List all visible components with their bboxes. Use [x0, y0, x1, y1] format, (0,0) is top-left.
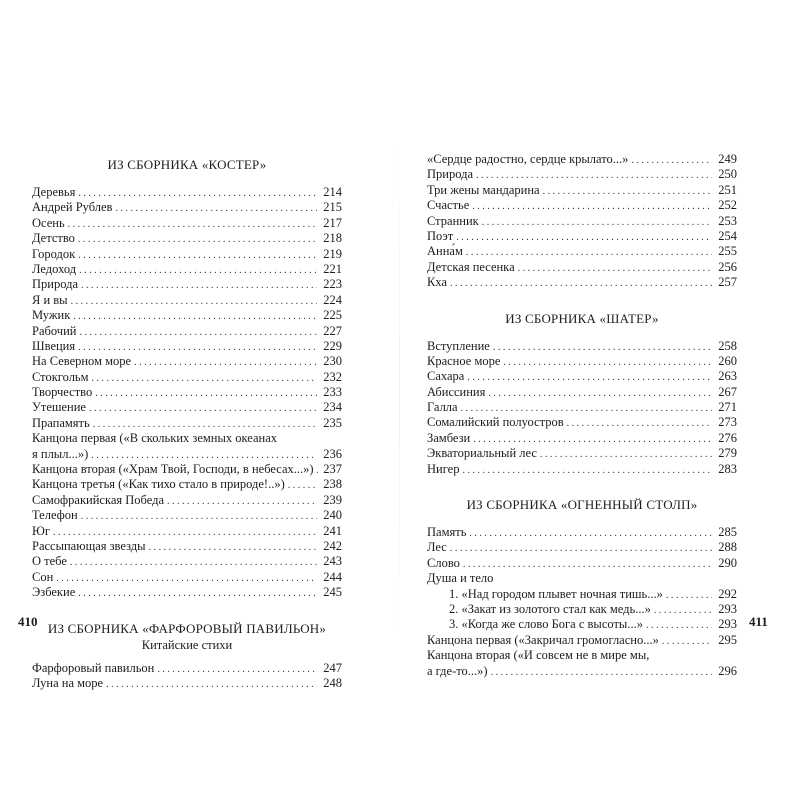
- toc-entry[interactable]: [32, 539, 342, 554]
- toc-entry-page: 288: [718, 540, 737, 555]
- toc-entry[interactable]: [427, 617, 737, 632]
- toc-entry[interactable]: [32, 293, 342, 308]
- toc-entry-page: 215: [323, 200, 342, 215]
- toc-entry[interactable]: [427, 152, 737, 167]
- toc-entry[interactable]: [32, 570, 342, 585]
- toc-entry-page: 255: [718, 244, 737, 259]
- dot-leader: [666, 588, 712, 603]
- toc-entry-page: 293: [718, 601, 737, 616]
- page-fold: [399, 140, 400, 640]
- toc-entry[interactable]: [32, 262, 342, 277]
- toc-heading-dusha-i-telo[interactable]: Душа и тело: [427, 571, 494, 586]
- dot-leader: [71, 294, 317, 309]
- dot-leader: [157, 662, 317, 677]
- toc-entry-page: 293: [718, 617, 737, 632]
- toc-entry-title: Мужик: [32, 308, 71, 323]
- dot-leader: [662, 634, 712, 649]
- toc-entry-title: 1. «Над городом плывет ночная тишь...»: [449, 586, 663, 601]
- toc-entry[interactable]: [32, 185, 342, 200]
- dot-leader: [149, 540, 317, 555]
- toc-entry[interactable]: [32, 416, 342, 431]
- toc-entry-title: Прапамять: [32, 415, 90, 430]
- toc-entry-page: 253: [718, 213, 737, 228]
- toc-list-canzonas: [427, 633, 737, 679]
- toc-entry-page: 223: [323, 277, 342, 292]
- toc-entry-page: 235: [323, 415, 342, 430]
- toc-entry-page: 256: [718, 259, 737, 274]
- toc-entry-title: 2. «Закат из золотого стал как медь...»: [449, 601, 651, 616]
- toc-entry-title: Лес: [427, 540, 447, 555]
- toc-entry-page: 257: [718, 275, 737, 290]
- dot-leader: [81, 509, 317, 524]
- dot-leader: [89, 401, 317, 416]
- section-title-shater: ИЗ СБОРНИКА «ШАТЕР»: [505, 310, 659, 326]
- dot-leader: [473, 432, 712, 447]
- toc-entry[interactable]: [32, 216, 342, 231]
- section-title-koster: ИЗ СБОРНИКА «КОСТЕР»: [107, 157, 267, 172]
- toc-entry-page: 233: [323, 385, 342, 400]
- dot-leader: [476, 168, 712, 183]
- toc-entry-page: 271: [718, 400, 737, 415]
- section-title-farfor: ИЗ СБОРНИКА «ФАРФОРОВЫЙ ПАВИЛЬОН»: [47, 620, 327, 636]
- dot-leader: [466, 245, 712, 260]
- toc-entry-title: Сон: [32, 569, 54, 584]
- dot-leader: [493, 340, 712, 355]
- toc-entry-page: 248: [323, 675, 342, 690]
- toc-entry-title: Андрей Рублев: [32, 200, 113, 215]
- toc-entry[interactable]: [427, 462, 737, 477]
- dot-leader: [654, 603, 712, 618]
- dot-leader: [92, 371, 317, 386]
- toc-entry-title: Экваториальный лес: [427, 446, 537, 461]
- page-number-right: 411: [749, 614, 768, 629]
- toc-entry-page: 295: [718, 632, 737, 647]
- toc-entry-page: 250: [718, 167, 737, 182]
- toc-entry-page: 279: [718, 446, 737, 461]
- toc-entry[interactable]: [427, 446, 737, 461]
- toc-entry-title: Осень: [32, 215, 65, 230]
- toc-entry[interactable]: [427, 183, 737, 198]
- dot-leader: [70, 555, 317, 570]
- left-page-toc: [32, 157, 342, 691]
- toc-entry[interactable]: [32, 524, 342, 539]
- toc-list-stolp: [427, 525, 737, 571]
- toc-entry-page: 243: [323, 554, 342, 569]
- dot-leader: [78, 586, 317, 601]
- toc-entry-title: Память: [427, 525, 467, 540]
- page-number-left: 410: [18, 614, 38, 629]
- toc-entry[interactable]: [32, 200, 342, 215]
- toc-entry-title: Рабочий: [32, 323, 77, 338]
- toc-list-koster: [32, 185, 342, 601]
- toc-entry-page: 245: [323, 585, 342, 600]
- dot-leader: [91, 448, 317, 463]
- dot-leader: [482, 215, 712, 230]
- toc-entry-page: 285: [718, 525, 737, 540]
- toc-entry[interactable]: [32, 324, 342, 339]
- toc-entry-page: 242: [323, 538, 342, 553]
- toc-entry-page: 260: [718, 353, 737, 368]
- toc-entry[interactable]: [32, 385, 342, 400]
- toc-entry-title: О тебе: [32, 554, 67, 569]
- toc-entry-page: 296: [718, 663, 737, 678]
- toc-entry[interactable]: [427, 198, 737, 213]
- toc-entry[interactable]: [427, 275, 737, 290]
- toc-entry-title: Городок: [32, 246, 76, 261]
- toc-entry-title: я плыл...»): [32, 446, 89, 461]
- toc-entry[interactable]: [32, 554, 342, 569]
- dot-leader: [93, 417, 317, 432]
- toc-entry[interactable]: [427, 525, 737, 540]
- dot-leader: [518, 261, 712, 276]
- toc-entry[interactable]: [32, 447, 342, 462]
- toc-entry-title: Красное море: [427, 353, 501, 368]
- toc-entry-title: Детство: [32, 231, 75, 246]
- toc-entry[interactable]: [32, 370, 342, 385]
- toc-list-farfor-continued: [427, 152, 737, 291]
- toc-entry-page: 227: [323, 323, 342, 338]
- toc-entry-title: Фарфоровый павильон: [32, 660, 155, 675]
- toc-entry[interactable]: [427, 339, 737, 354]
- toc-entry-title: Странник: [427, 213, 479, 228]
- toc-entry-page: 276: [718, 430, 737, 445]
- toc-entry-page: 238: [323, 477, 342, 492]
- toc-entry[interactable]: [32, 400, 342, 415]
- dot-leader: [78, 248, 317, 263]
- toc-entry-page: 224: [323, 292, 342, 307]
- toc-entry[interactable]: [427, 431, 737, 446]
- toc-entry-page: 240: [323, 508, 342, 523]
- toc-entry[interactable]: [32, 676, 342, 691]
- dot-leader: [456, 230, 712, 245]
- dot-leader: [68, 217, 317, 232]
- toc-entry-title: Канцона третья («Как тихо стало в природе!..»): [32, 477, 285, 492]
- toc-entry[interactable]: [427, 244, 737, 259]
- toc-entry-page: 263: [718, 369, 737, 384]
- toc-entry-title: Сахара: [427, 369, 465, 384]
- toc-entry[interactable]: [32, 661, 342, 676]
- toc-entry-title: Замбези: [427, 430, 471, 445]
- dot-leader: [167, 494, 317, 509]
- section-title-stolp: ИЗ СБОРНИКА «ОГНЕННЫЙ СТОЛП»: [466, 497, 698, 513]
- toc-entry[interactable]: [427, 167, 737, 182]
- dot-leader: [631, 153, 712, 168]
- toc-entry-page: 230: [323, 354, 342, 369]
- toc-entry-title: Абиссиния: [427, 384, 486, 399]
- toc-list-dusha-i-telo: [427, 587, 737, 633]
- toc-entry-title: Телефон: [32, 508, 78, 523]
- dot-leader: [134, 355, 317, 370]
- toc-entry-page: 292: [718, 586, 737, 601]
- toc-entry[interactable]: [427, 587, 737, 602]
- toc-entry-page: 251: [718, 182, 737, 197]
- dot-leader: [450, 541, 712, 556]
- toc-entry-title: Луна на море: [32, 675, 104, 690]
- toc-entry-title: Слово: [427, 555, 460, 570]
- dot-leader: [95, 386, 317, 401]
- toc-entry-page: 247: [323, 660, 342, 675]
- toc-entry-page: 241: [323, 523, 342, 538]
- toc-entry-title-line[interactable]: Канцона первая («В скольких земных океанах: [32, 431, 277, 446]
- toc-entry[interactable]: [32, 247, 342, 262]
- toc-entry-title: Галла: [427, 400, 458, 415]
- dot-leader: [469, 526, 712, 541]
- toc-entry-title: Деревья: [32, 185, 76, 199]
- toc-entry-page: 236: [323, 446, 342, 461]
- toc-entry-page: 254: [718, 228, 737, 243]
- toc-entry-title: Стокгольм: [32, 369, 89, 384]
- right-page-toc: [427, 152, 737, 679]
- toc-entry-title: Три жены мандарина: [427, 182, 540, 197]
- dot-leader: [78, 186, 317, 201]
- dot-leader: [56, 571, 317, 586]
- toc-entry-page: 252: [718, 198, 737, 213]
- toc-entry-title: Счастье: [427, 198, 470, 213]
- toc-entry[interactable]: [427, 556, 737, 571]
- toc-entry-page: 219: [323, 246, 342, 261]
- toc-entry-title: Я и вы: [32, 292, 68, 307]
- toc-entry[interactable]: [427, 633, 737, 648]
- toc-entry[interactable]: [427, 369, 737, 384]
- toc-entry[interactable]: [32, 462, 342, 477]
- toc-entry-page: 232: [323, 369, 342, 384]
- section-subtitle-farfor: Китайские стихи: [141, 637, 233, 652]
- toc-entry-page: 244: [323, 569, 342, 584]
- toc-entry-title: Вступление: [427, 338, 490, 353]
- toc-entry-page: 229: [323, 338, 342, 353]
- toc-entry[interactable]: [427, 540, 737, 555]
- dot-leader: [81, 278, 317, 293]
- dot-leader: [450, 276, 712, 291]
- dot-leader: [462, 463, 712, 478]
- toc-entry-title: «Сердце радостно, сердце крылато...»: [427, 152, 629, 166]
- toc-entry-page: 283: [718, 461, 737, 476]
- dot-leader: [488, 386, 712, 401]
- toc-entry-page: 218: [323, 231, 342, 246]
- toc-entry[interactable]: [427, 229, 737, 244]
- dot-leader: [467, 370, 712, 385]
- toc-entry[interactable]: [427, 415, 737, 430]
- dot-leader: [540, 447, 712, 462]
- toc-entry-page: 290: [718, 555, 737, 570]
- dot-leader: [106, 677, 317, 692]
- toc-entry-page: 237: [323, 462, 342, 477]
- toc-entry[interactable]: [427, 354, 737, 369]
- toc-entry-title-line[interactable]: Канцона вторая («И совсем не в мире мы,: [427, 648, 650, 663]
- toc-entry[interactable]: [427, 214, 737, 229]
- toc-entry-title: Ледоход: [32, 261, 77, 276]
- toc-entry-page: 217: [323, 215, 342, 230]
- toc-list-farfor: [32, 661, 342, 692]
- toc-entry-page: 225: [323, 308, 342, 323]
- dot-leader: [491, 665, 712, 680]
- toc-entry-page: 221: [323, 261, 342, 276]
- toc-entry-title: Швеция: [32, 338, 76, 353]
- dot-leader: [73, 309, 317, 324]
- dot-leader: [78, 232, 317, 247]
- toc-entry-title: Анна́м: [427, 244, 463, 259]
- toc-entry-title: Природа: [427, 167, 474, 182]
- dot-leader: [53, 525, 317, 540]
- toc-entry-title: Эзбекие: [32, 585, 76, 600]
- toc-entry-title: Творчество: [32, 385, 93, 400]
- toc-entry[interactable]: [32, 339, 342, 354]
- toc-entry-title: Природа: [32, 277, 79, 292]
- toc-entry[interactable]: [427, 400, 737, 415]
- toc-entry-title: Канцона первая («Закричал громогласно...»: [427, 632, 659, 647]
- dot-leader: [79, 263, 317, 278]
- toc-entry[interactable]: [32, 477, 342, 492]
- toc-entry[interactable]: [32, 493, 342, 508]
- toc-list-shater: [427, 339, 737, 478]
- toc-entry[interactable]: [427, 664, 737, 679]
- toc-entry[interactable]: [32, 231, 342, 246]
- toc-entry-title: Юг: [32, 523, 50, 538]
- toc-entry-title: Самофракийская Победа: [32, 492, 165, 507]
- toc-entry-page: 249: [718, 152, 737, 166]
- dot-leader: [79, 325, 317, 340]
- toc-entry-title: Детская песенка: [427, 259, 515, 274]
- dot-leader: [78, 340, 317, 355]
- toc-entry-title: Кха: [427, 275, 447, 290]
- toc-entry-title: Поэт: [427, 228, 454, 243]
- dot-leader: [567, 416, 712, 431]
- toc-entry-page: 267: [718, 384, 737, 399]
- toc-entry[interactable]: [427, 602, 737, 617]
- toc-entry-title: Утешение: [32, 400, 86, 415]
- toc-entry-title: Сомалийский полуостров: [427, 415, 564, 430]
- toc-entry-title: 3. «Когда же слово Бога с высоты...»: [449, 617, 643, 632]
- toc-entry[interactable]: [32, 308, 342, 323]
- toc-entry-page: 273: [718, 415, 737, 430]
- dot-leader: [463, 557, 712, 572]
- dot-leader: [115, 201, 317, 216]
- dot-leader: [646, 618, 712, 633]
- toc-entry-page: 239: [323, 492, 342, 507]
- toc-entry-title: Канцона вторая («Храм Твой, Господи, в небесах...»): [32, 462, 314, 477]
- toc-entry-title: На Северном море: [32, 354, 132, 369]
- toc-entry[interactable]: [427, 385, 737, 400]
- dot-leader: [472, 199, 712, 214]
- toc-entry-title: а где-то...»): [427, 663, 488, 678]
- dot-leader: [543, 184, 712, 199]
- toc-entry[interactable]: [32, 585, 342, 600]
- dot-leader: [503, 355, 712, 370]
- toc-entry[interactable]: [32, 277, 342, 292]
- toc-entry-page: 234: [323, 400, 342, 415]
- toc-entry[interactable]: [32, 354, 342, 369]
- toc-entry-page: 258: [718, 338, 737, 353]
- toc-entry-page: 214: [323, 185, 342, 199]
- toc-entry[interactable]: [427, 260, 737, 275]
- dot-leader: [461, 401, 712, 416]
- dot-leader: [288, 478, 317, 493]
- toc-entry-title: Рассыпающая звезды: [32, 538, 146, 553]
- toc-entry-title: Нигер: [427, 461, 460, 476]
- toc-entry[interactable]: [32, 508, 342, 523]
